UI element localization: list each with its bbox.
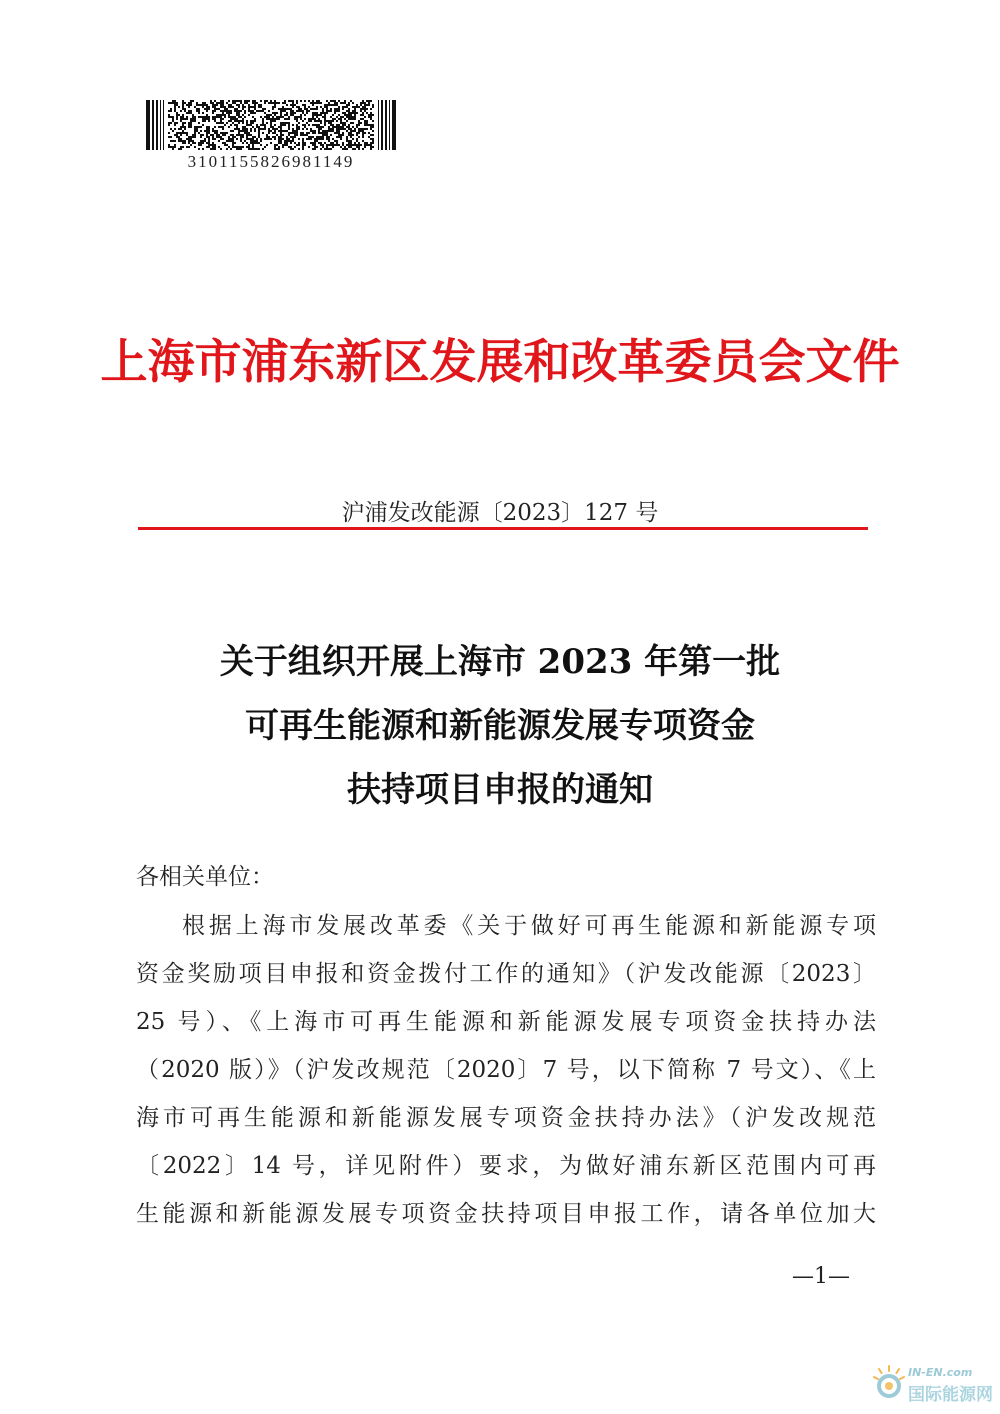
notice-title-line: 可再生能源和新能源发展专项资金 xyxy=(245,706,755,746)
body-line: （2020 版）》（沪发改规范〔2020〕7 号，以下简称 7 号文）、《上 xyxy=(136,1057,876,1083)
page-number: —1— xyxy=(792,1264,850,1289)
body-paragraph xyxy=(136,902,876,1238)
notice-title xyxy=(0,630,1000,822)
watermark-cn-text: 国际能源网 xyxy=(908,1385,993,1405)
body-line: 海市可再生能源和新能源发展专项资金扶持办法》（沪发改规范 xyxy=(136,1105,876,1131)
body-line: 〔2022〕14 号，详见附件）要求，为做好浦东新区范围内可再 xyxy=(136,1153,876,1179)
barcode-number: 3101155826981149 xyxy=(187,152,355,171)
issuer-title: 上海市浦东新区发展和改革委员会文件 xyxy=(100,335,900,390)
document-barcode xyxy=(146,100,396,150)
body-line: 根据上海市发展改革委《关于做好可再生能源和新能源专项 xyxy=(182,913,876,939)
notice-title-line: 扶持项目申报的通知 xyxy=(347,770,653,810)
body-line: 资金奖励项目申报和资金拨付工作的通知》（沪发改能源〔2023〕 xyxy=(136,961,876,987)
sun-logo-icon xyxy=(872,1364,906,1404)
document-number: 沪浦发改能源〔2023〕127 号 xyxy=(341,500,659,526)
watermark-logo xyxy=(872,1362,992,1406)
body-line: 25 号）、《上海市可再生能源和新能源发展专项资金扶持办法 xyxy=(136,1009,876,1035)
notice-title-line: 关于组织开展上海市 2023 年第一批 xyxy=(219,642,781,682)
watermark-en-text: IN-EN.com xyxy=(908,1366,973,1379)
body-line: 生能源和新能源发展专项资金扶持项目申报工作，请各单位加大 xyxy=(136,1201,876,1227)
salutation: 各相关单位： xyxy=(136,864,274,890)
red-divider-line xyxy=(138,527,868,530)
